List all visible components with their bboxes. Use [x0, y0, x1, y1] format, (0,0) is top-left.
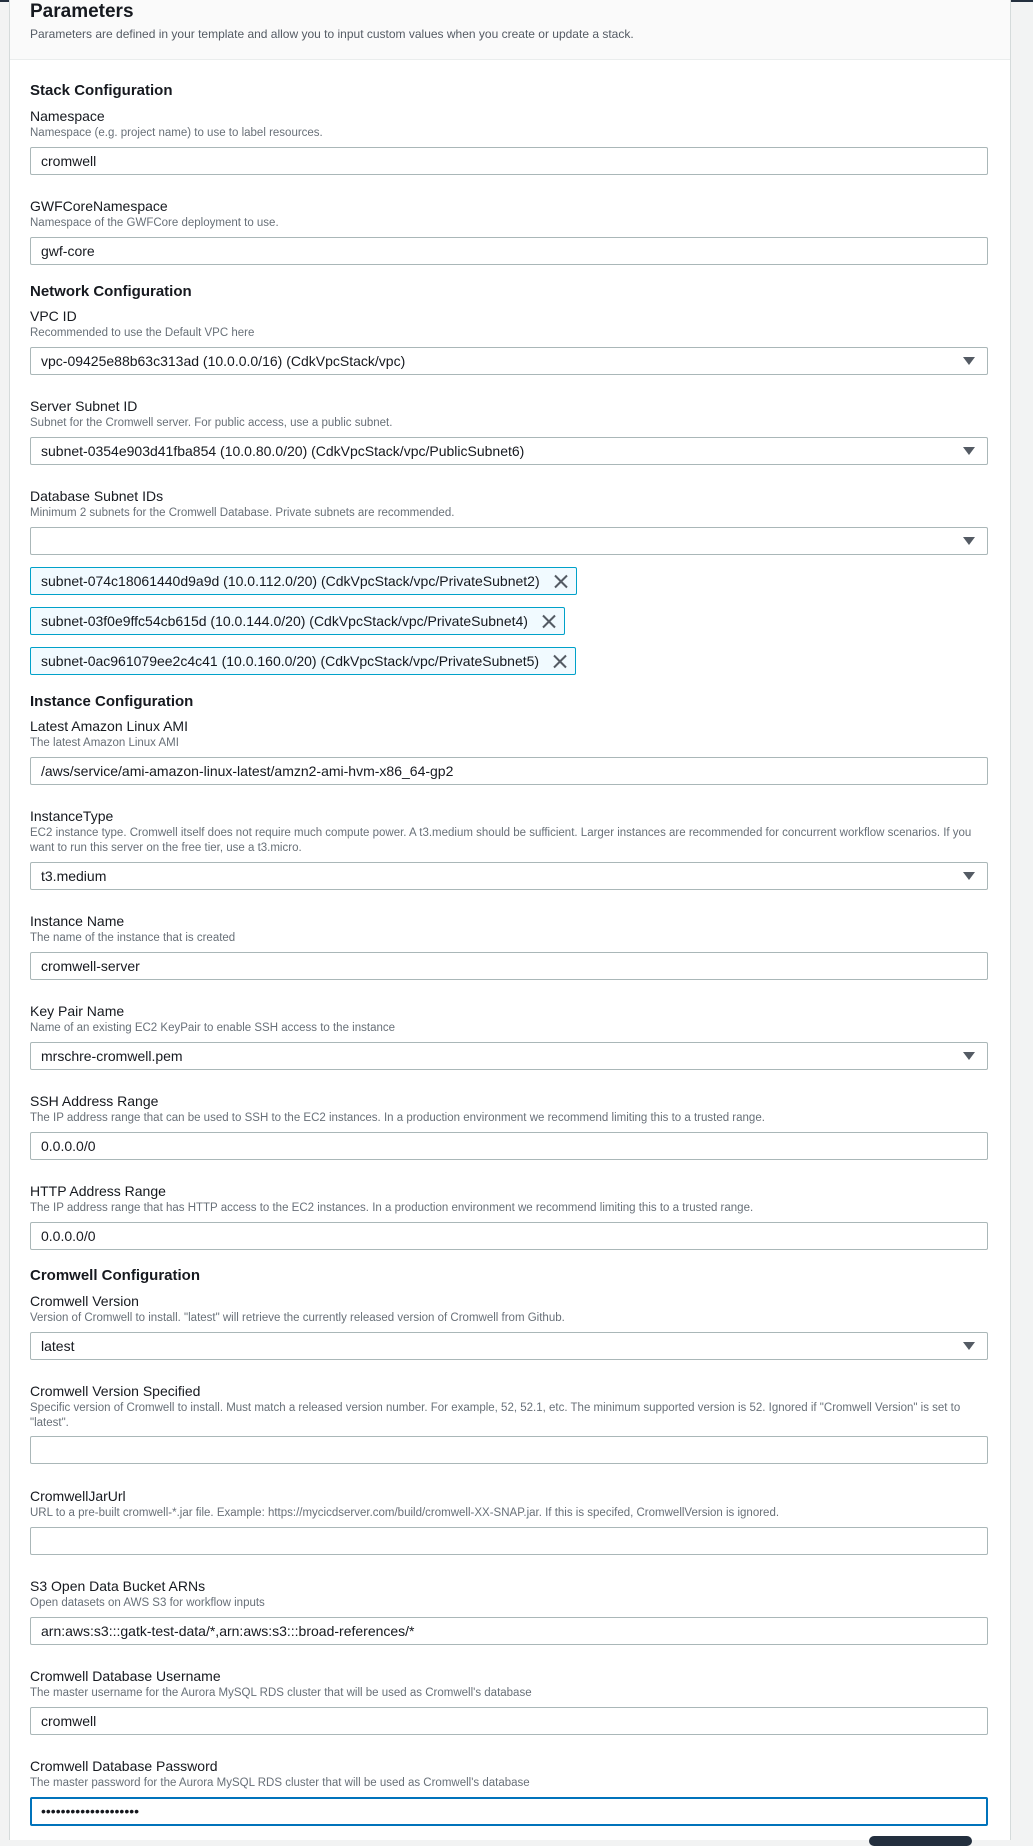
instance-name-value: cromwell-server: [41, 958, 140, 974]
section-stack-configuration: Stack Configuration: [30, 82, 173, 99]
section-network-configuration: Network Configuration: [30, 283, 192, 300]
gwfcore-namespace-value: gwf-core: [41, 243, 95, 259]
subnet-token-label: subnet-074c18061440d9a9d (10.0.112.0/20) (CdkVpcStack/vpc/PrivateSubnet2): [41, 573, 540, 589]
instance-type-label: InstanceType: [30, 808, 114, 824]
s3-open-data-bucket-arns-description: Open datasets on AWS S3 for workflow inputs: [30, 1597, 265, 1609]
vpc-id-value: vpc-09425e88b63c313ad (10.0.0.0/16) (CdkVpcStack/vpc): [41, 353, 406, 369]
key-pair-name-description: Name of an existing EC2 KeyPair to enable SSH access to the instance: [30, 1022, 396, 1034]
caret-down-icon: [963, 1052, 975, 1060]
instance-type-value: t3.medium: [41, 868, 107, 884]
next-button[interactable]: [869, 1836, 972, 1846]
cromwell-jar-url-description: URL to a pre-built cromwell-*.jar file. Example: https://mycicdserver.com/build/cromwell-XX-SNAP.jar. If this is specifed, CromwellVersion is ignored.: [30, 1507, 780, 1519]
http-address-range-input[interactable]: [30, 1222, 988, 1250]
subnet-token-label: subnet-03f0e9ffc54cb615d (10.0.144.0/20) (CdkVpcStack/vpc/PrivateSubnet4): [41, 613, 528, 629]
s3-open-data-bucket-arns-value: arn:aws:s3:::gatk-test-data/*,arn:aws:s3:::broad-references/*: [41, 1623, 415, 1639]
subnet-token: [30, 647, 576, 675]
namespace-label: Namespace: [30, 108, 105, 124]
instance-name-description: The name of the instance that is created: [30, 932, 236, 944]
namespace-description: Namespace (e.g. project name) to use to label resources.: [30, 127, 323, 139]
cromwell-version-value: latest: [41, 1338, 75, 1354]
db-username-input[interactable]: [30, 1707, 988, 1735]
vpc-id-select[interactable]: [30, 347, 988, 375]
cromwell-version-label: Cromwell Version: [30, 1293, 139, 1309]
panel-description: Parameters are defined in your template and allow you to input custom values when you create or update a stack.: [30, 27, 634, 41]
subnet-token: [30, 607, 565, 635]
instance-name-input[interactable]: [30, 952, 988, 980]
http-address-range-value: 0.0.0.0/0: [41, 1228, 96, 1244]
key-pair-name-select[interactable]: [30, 1042, 988, 1070]
database-subnet-ids-description: Minimum 2 subnets for the Cromwell Database. Private subnets are recommended.: [30, 507, 455, 519]
caret-down-icon: [963, 1342, 975, 1350]
cromwell-jar-url-label: CromwellJarUrl: [30, 1488, 126, 1504]
instance-name-label: Instance Name: [30, 913, 125, 929]
latest-ami-label: Latest Amazon Linux AMI: [30, 718, 188, 734]
gwfcore-namespace-label: GWFCoreNamespace: [30, 198, 168, 214]
server-subnet-id-description: Subnet for the Cromwell server. For public access, use a public subnet.: [30, 417, 393, 429]
close-icon[interactable]: [553, 654, 567, 668]
server-subnet-id-value: subnet-0354e903d41fba854 (10.0.80.0/20) (CdkVpcStack/vpc/PublicSubnet6): [41, 443, 525, 459]
db-username-description: The master username for the Aurora MySQL RDS cluster that will be used as Cromwell's database: [30, 1687, 532, 1699]
instance-type-select[interactable]: [30, 862, 988, 890]
db-password-description: The master password for the Aurora MySQL RDS cluster that will be used as Cromwell's database: [30, 1777, 530, 1789]
ssh-address-range-label: SSH Address Range: [30, 1093, 159, 1109]
caret-down-icon: [963, 872, 975, 880]
database-subnet-ids-label: Database Subnet IDs: [30, 488, 164, 504]
latest-ami-value: /aws/service/ami-amazon-linux-latest/amzn2-ami-hvm-x86_64-gp2: [41, 763, 454, 779]
namespace-value: cromwell: [41, 153, 97, 169]
server-subnet-id-label: Server Subnet ID: [30, 398, 138, 414]
caret-down-icon: [963, 537, 975, 545]
http-address-range-description: The IP address range that has HTTP access to the EC2 instances. In a production environment we recommend limiting this to a trusted range.: [30, 1202, 754, 1214]
close-icon[interactable]: [542, 614, 556, 628]
vpc-id-label: VPC ID: [30, 308, 77, 324]
gwfcore-namespace-input[interactable]: [30, 237, 988, 265]
cromwell-jar-url-input[interactable]: [30, 1527, 988, 1555]
cromwell-version-specified-description: Specific version of Cromwell to install. Must match a released version number. For example, 52, 52.1, etc. The minimum supported version is 52. Ignored if "Cromwell Version" is set to "latest".: [30, 1402, 961, 1429]
ssh-address-range-value: 0.0.0.0/0: [41, 1138, 96, 1154]
caret-down-icon: [963, 447, 975, 455]
latest-ami-description: The latest Amazon Linux AMI: [30, 737, 179, 749]
section-instance-configuration: Instance Configuration: [30, 693, 194, 710]
panel-header: [10, 0, 1010, 60]
server-subnet-id-select[interactable]: [30, 437, 988, 465]
database-subnet-ids-select[interactable]: [30, 527, 988, 555]
cromwell-version-description: Version of Cromwell to install. "latest" will retrieve the currently released version of Cromwell from Github.: [30, 1312, 565, 1324]
panel-title: Parameters: [30, 1, 134, 22]
namespace-input[interactable]: [30, 147, 988, 175]
ssh-address-range-description: The IP address range that can be used to SSH to the EC2 instances. In a production environment we recommend limiting this to a trusted range.: [30, 1112, 765, 1124]
key-pair-name-value: mrschre-cromwell.pem: [41, 1048, 183, 1064]
section-cromwell-configuration: Cromwell Configuration: [30, 1267, 200, 1284]
s3-open-data-bucket-arns-input[interactable]: [30, 1617, 988, 1645]
db-username-value: cromwell: [41, 1713, 97, 1729]
caret-down-icon: [963, 357, 975, 365]
key-pair-name-label: Key Pair Name: [30, 1003, 125, 1019]
s3-open-data-bucket-arns-label: S3 Open Data Bucket ARNs: [30, 1578, 206, 1594]
cromwell-version-select[interactable]: [30, 1332, 988, 1360]
subnet-token-label: subnet-0ac961079ee2c4c41 (10.0.160.0/20) (CdkVpcStack/vpc/PrivateSubnet5): [41, 653, 540, 669]
gwfcore-namespace-description: Namespace of the GWFCore deployment to use.: [30, 217, 279, 229]
instance-type-description: EC2 instance type. Cromwell itself does not require much compute power. A t3.medium should be sufficient. Larger instances are recommended for concurrent workflow scenarios. If you want to run this server on the free tier, use a t3.micro.: [30, 827, 972, 854]
db-password-input[interactable]: [30, 1797, 988, 1826]
db-username-label: Cromwell Database Username: [30, 1668, 221, 1684]
parameters-panel: [9, 0, 1011, 1840]
close-icon[interactable]: [554, 574, 568, 588]
db-password-label: Cromwell Database Password: [30, 1758, 218, 1774]
subnet-token: [30, 567, 577, 595]
http-address-range-label: HTTP Address Range: [30, 1183, 166, 1199]
cromwell-version-specified-input[interactable]: [30, 1436, 988, 1464]
ssh-address-range-input[interactable]: [30, 1132, 988, 1160]
latest-ami-input[interactable]: [30, 757, 988, 785]
vpc-id-description: Recommended to use the Default VPC here: [30, 327, 255, 339]
cromwell-version-specified-label: Cromwell Version Specified: [30, 1383, 201, 1399]
db-password-value: ••••••••••••••••••••: [41, 1803, 140, 1819]
